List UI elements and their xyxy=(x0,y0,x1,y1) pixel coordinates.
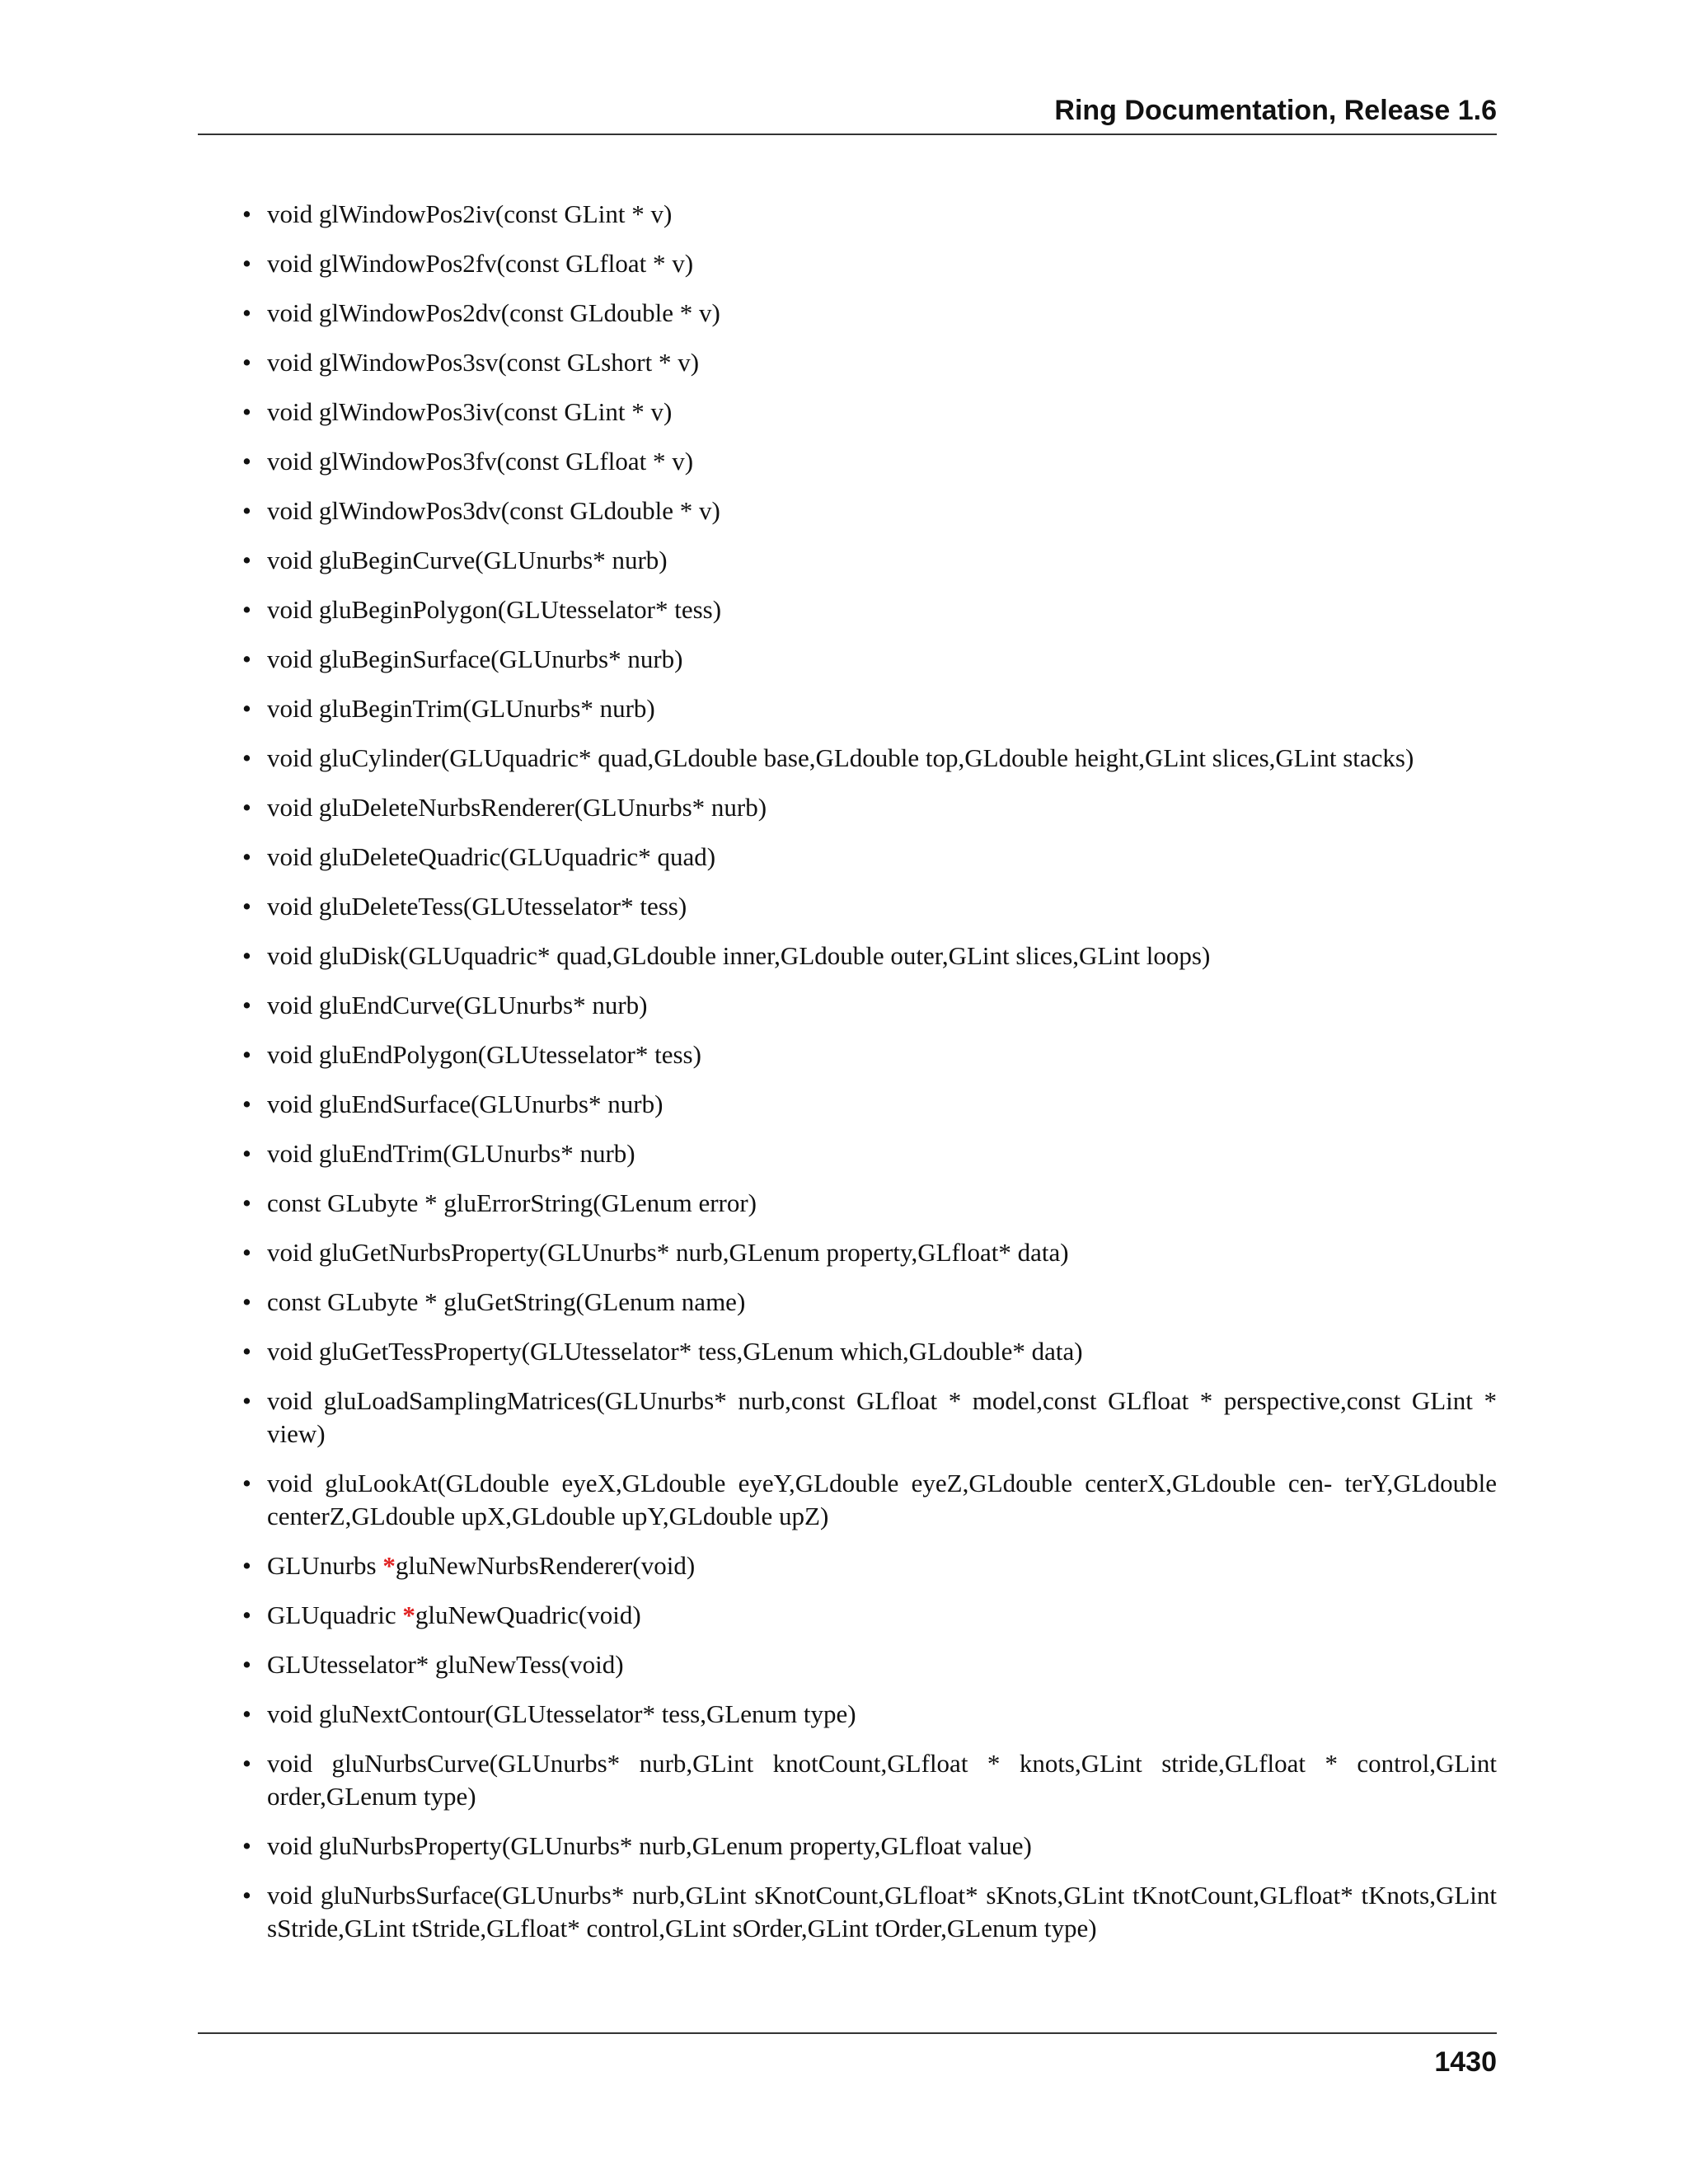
bullet: • xyxy=(242,1386,251,1415)
list-item xyxy=(242,1137,1497,1170)
bullet: • xyxy=(242,1881,251,1910)
bullet: • xyxy=(242,199,251,228)
list-item xyxy=(242,1385,1497,1451)
bullet: • xyxy=(242,1040,251,1069)
bullet: • xyxy=(242,1139,251,1168)
function-signature: void gluLoadSamplingMatrices(GLUnurbs* nurb,const GLfloat * model,const GLfloat * perspective,const GLint * view) xyxy=(267,1386,1497,1448)
return-type: GLUnurbs xyxy=(267,1551,383,1580)
function-signature: void glWindowPos3sv(const GLshort * v) xyxy=(267,348,700,377)
bullet: • xyxy=(242,447,251,476)
bullet: • xyxy=(242,1551,251,1580)
list-item xyxy=(242,198,1497,231)
page-header xyxy=(198,92,1497,135)
list-item xyxy=(242,841,1497,874)
function-signature: void gluBeginPolygon(GLUtesselator* tess) xyxy=(267,595,722,624)
bullet: • xyxy=(242,1337,251,1366)
function-signature: void gluNurbsSurface(GLUnurbs* nurb,GLint sKnotCount,GLfloat* sKnots,GLint tKnotCount,GLfloat* tKnots,GLint sStride,GLint tStride,GLfloat* control,GLint sOrder,GLint tOrder,GLenum type) xyxy=(267,1881,1497,1943)
bullet: • xyxy=(242,1238,251,1267)
function-signature: void gluEndCurve(GLUnurbs* nurb) xyxy=(267,991,648,1019)
page-number: 1430 xyxy=(1434,2046,1497,2078)
function-signature: void gluDisk(GLUquadric* quad,GLdouble inner,GLdouble outer,GLint slices,GLint loops) xyxy=(267,941,1211,970)
function-signature: void gluDeleteNurbsRenderer(GLUnurbs* nurb) xyxy=(267,793,767,822)
function-signature: GLUtesselator* gluNewTess(void) xyxy=(267,1650,624,1679)
bullet: • xyxy=(242,298,251,327)
bullet: • xyxy=(242,1469,251,1497)
bullet: • xyxy=(242,842,251,871)
list-item xyxy=(242,544,1497,577)
function-signature: void gluEndPolygon(GLUtesselator* tess) xyxy=(267,1040,701,1069)
list-item xyxy=(242,1286,1497,1319)
bullet: • xyxy=(242,1090,251,1118)
pointer-star-link[interactable]: * xyxy=(402,1601,415,1629)
list-item xyxy=(242,692,1497,725)
list-item xyxy=(242,890,1497,923)
list-item xyxy=(242,494,1497,527)
bullet: • xyxy=(242,1287,251,1316)
list-item xyxy=(242,1467,1497,1533)
function-signature: void gluEndSurface(GLUnurbs* nurb) xyxy=(267,1090,663,1118)
list-item xyxy=(242,1747,1497,1813)
function-list xyxy=(242,198,1497,1945)
page-footer xyxy=(198,2032,1497,2079)
function-signature: void gluCylinder(GLUquadric* quad,GLdouble base,GLdouble top,GLdouble height,GLint slices,GLint stacks) xyxy=(267,743,1414,772)
function-signature: void gluBeginSurface(GLUnurbs* nurb) xyxy=(267,644,683,673)
function-signature: void gluNurbsCurve(GLUnurbs* nurb,GLint knotCount,GLfloat * knots,GLint stride,GLfloat * control,GLint order,GLenum type) xyxy=(267,1749,1497,1811)
list-item xyxy=(242,1038,1497,1071)
list-item xyxy=(242,989,1497,1022)
content-area xyxy=(242,198,1497,1961)
list-item xyxy=(242,1335,1497,1368)
list-item xyxy=(242,247,1497,280)
function-signature: const GLubyte * gluErrorString(GLenum error) xyxy=(267,1188,757,1217)
list-item xyxy=(242,445,1497,478)
list-item xyxy=(242,1879,1497,1945)
list-item xyxy=(242,1830,1497,1863)
function-signature: const GLubyte * gluGetString(GLenum name) xyxy=(267,1287,746,1316)
bullet: • xyxy=(242,1831,251,1860)
function-signature: void glWindowPos2dv(const GLdouble * v) xyxy=(267,298,720,327)
list-item xyxy=(242,791,1497,824)
bullet: • xyxy=(242,1699,251,1728)
function-signature: void gluNextContour(GLUtesselator* tess,GLenum type) xyxy=(267,1699,856,1728)
pointer-star-link[interactable]: * xyxy=(382,1551,396,1580)
function-name: gluNewQuadric(void) xyxy=(415,1601,641,1629)
list-item xyxy=(242,593,1497,626)
list-item xyxy=(242,297,1497,330)
bullet: • xyxy=(242,694,251,723)
list-item xyxy=(242,1599,1497,1632)
bullet: • xyxy=(242,397,251,426)
list-item xyxy=(242,742,1497,775)
function-signature: void gluLookAt(GLdouble eyeX,GLdouble eyeY,GLdouble eyeZ,GLdouble centerX,GLdouble cen- terY,GLdouble centerZ,GLdouble upX,GLdouble upY,GLdouble upZ) xyxy=(267,1469,1497,1530)
list-item xyxy=(242,1698,1497,1731)
bullet: • xyxy=(242,941,251,970)
list-item xyxy=(242,346,1497,379)
function-signature: void gluGetTessProperty(GLUtesselator* tess,GLenum which,GLdouble* data) xyxy=(267,1337,1083,1366)
bullet: • xyxy=(242,1650,251,1679)
list-item xyxy=(242,643,1497,676)
list-item xyxy=(242,1187,1497,1220)
document-title: Ring Documentation, Release 1.6 xyxy=(1054,95,1497,126)
bullet: • xyxy=(242,892,251,921)
function-signature: void glWindowPos3fv(const GLfloat * v) xyxy=(267,447,694,476)
list-item xyxy=(242,1236,1497,1269)
function-name: gluNewNurbsRenderer(void) xyxy=(395,1551,696,1580)
bullet: • xyxy=(242,249,251,278)
function-signature: void gluEndTrim(GLUnurbs* nurb) xyxy=(267,1139,635,1168)
list-item xyxy=(242,1088,1497,1121)
list-item xyxy=(242,396,1497,429)
bullet: • xyxy=(242,644,251,673)
function-signature: void glWindowPos2fv(const GLfloat * v) xyxy=(267,249,694,278)
bullet: • xyxy=(242,595,251,624)
function-signature: void glWindowPos3iv(const GLint * v) xyxy=(267,397,673,426)
bullet: • xyxy=(242,1601,251,1629)
function-signature: void gluDeleteTess(GLUtesselator* tess) xyxy=(267,892,687,921)
function-signature: void gluBeginCurve(GLUnurbs* nurb) xyxy=(267,546,668,574)
function-signature: void glWindowPos3dv(const GLdouble * v) xyxy=(267,496,720,525)
list-item xyxy=(242,1648,1497,1681)
bullet: • xyxy=(242,546,251,574)
function-signature: void glWindowPos2iv(const GLint * v) xyxy=(267,199,673,228)
return-type: GLUquadric xyxy=(267,1601,403,1629)
bullet: • xyxy=(242,1749,251,1778)
bullet: • xyxy=(242,743,251,772)
list-item xyxy=(242,940,1497,972)
bullet: • xyxy=(242,496,251,525)
bullet: • xyxy=(242,1188,251,1217)
function-signature: void gluBeginTrim(GLUnurbs* nurb) xyxy=(267,694,655,723)
bullet: • xyxy=(242,991,251,1019)
function-signature: void gluNurbsProperty(GLUnurbs* nurb,GLenum property,GLfloat value) xyxy=(267,1831,1032,1860)
bullet: • xyxy=(242,793,251,822)
function-signature: void gluGetNurbsProperty(GLUnurbs* nurb,GLenum property,GLfloat* data) xyxy=(267,1238,1069,1267)
list-item xyxy=(242,1549,1497,1582)
bullet: • xyxy=(242,348,251,377)
function-signature: void gluDeleteQuadric(GLUquadric* quad) xyxy=(267,842,716,871)
